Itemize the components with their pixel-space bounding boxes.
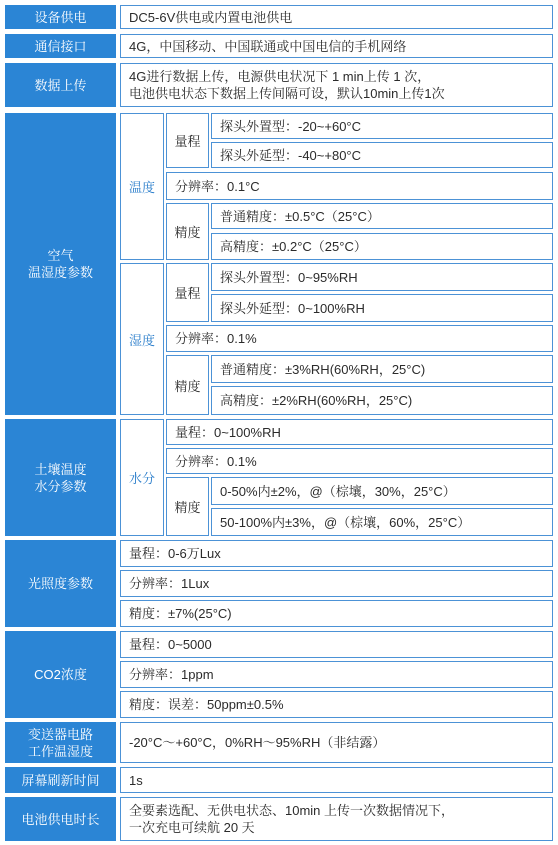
battery-value xyxy=(120,797,553,841)
air-label xyxy=(5,113,116,415)
air-temp-range1: 探头外置型：-20~+60°C xyxy=(211,113,553,139)
transmitter-label-line1: 变送器电路 xyxy=(27,726,93,742)
transmitter-label xyxy=(5,722,116,763)
comm-value: 4G，中国移动、中国联通或中国电信的手机网络 xyxy=(120,34,553,58)
battery-label: 电池供电时长 xyxy=(5,797,116,841)
air-humidity-accuracy1: 普通精度：±3%RH(60%RH，25°C) xyxy=(211,355,553,383)
battery-value-line2: 一次充电可续航 20 天 xyxy=(129,820,255,835)
upload-value-line1: 4G进行数据上传，电源供电状况下 1 min上传 1 次， xyxy=(129,69,431,84)
power-value: DC5-6V供电或内置电池供电 xyxy=(120,5,553,29)
air-humidity-range1: 探头外置型：0~95%RH xyxy=(211,263,553,291)
air-humidity-accuracy2: 高精度：±2%RH(60%RH，25°C) xyxy=(211,386,553,415)
transmitter-value: -20°C～+60°C，0%RH～95%RH（非结露） xyxy=(120,722,553,763)
air-temp-accuracy-label: 精度 xyxy=(166,203,209,260)
soil-moisture-range: 量程：0~100%RH xyxy=(166,419,553,445)
air-humidity-accuracy-label: 精度 xyxy=(166,355,209,415)
air-humidity-label: 湿度 xyxy=(120,263,164,415)
air-temp-accuracy1: 普通精度：±0.5°C（25°C） xyxy=(211,203,553,229)
soil-moisture-accuracy2: 50-100%内±3%，@（棕壤，60%，25°C） xyxy=(211,508,553,536)
soil-moisture-resolution: 分辨率：0.1% xyxy=(166,448,553,474)
air-humidity-resolution: 分辨率：0.1% xyxy=(166,325,553,352)
co2-range: 量程：0~5000 xyxy=(120,631,553,658)
comm-label: 通信接口 xyxy=(5,34,116,58)
upload-value-line2: 电池供电状态下数据上传间隔可设，默认10min上传1次 xyxy=(129,86,445,101)
refresh-value: 1s xyxy=(120,767,553,793)
power-label: 设备供电 xyxy=(5,5,116,29)
soil-label-line1: 土壤温度 xyxy=(34,461,87,477)
soil-moisture-label: 水分 xyxy=(120,419,164,536)
light-resolution: 分辨率：1Lux xyxy=(120,570,553,597)
co2-resolution: 分辨率：1ppm xyxy=(120,661,553,688)
soil-moisture-accuracy-label: 精度 xyxy=(166,477,209,536)
transmitter-label-line2: 工作温湿度 xyxy=(27,743,93,759)
air-temp-accuracy2: 高精度：±0.2°C（25°C） xyxy=(211,233,553,260)
light-accuracy: 精度：±7%(25°C) xyxy=(120,600,553,627)
air-temp-range-label: 量程 xyxy=(166,113,209,168)
battery-value-line1: 全要素选配、无供电状态、10min 上传一次数据情况下， xyxy=(129,803,455,818)
air-temp-range2: 探头外延型：-40~+80°C xyxy=(211,142,553,168)
upload-value xyxy=(120,63,553,107)
soil-moisture-accuracy1: 0-50%内±2%，@（棕壤，30%，25°C） xyxy=(211,477,553,505)
soil-label xyxy=(5,419,116,536)
air-temp-resolution: 分辨率：0.1°C xyxy=(166,172,553,200)
air-humidity-range-label: 量程 xyxy=(166,263,209,322)
air-humidity-range2: 探头外延型：0~100%RH xyxy=(211,294,553,322)
air-label-line2: 温湿度参数 xyxy=(27,265,93,280)
air-label-line1: 空气 xyxy=(47,248,74,263)
air-temp-label: 温度 xyxy=(120,113,164,260)
light-label: 光照度参数 xyxy=(5,540,116,627)
soil-label-line2: 水分参数 xyxy=(34,478,87,494)
co2-label: CO2浓度 xyxy=(5,631,116,718)
upload-label: 数据上传 xyxy=(5,63,116,107)
co2-accuracy: 精度：误差：50ppm±0.5% xyxy=(120,691,553,718)
light-range: 量程：0-6万Lux xyxy=(120,540,553,567)
refresh-label: 屏幕刷新时间 xyxy=(5,767,116,793)
